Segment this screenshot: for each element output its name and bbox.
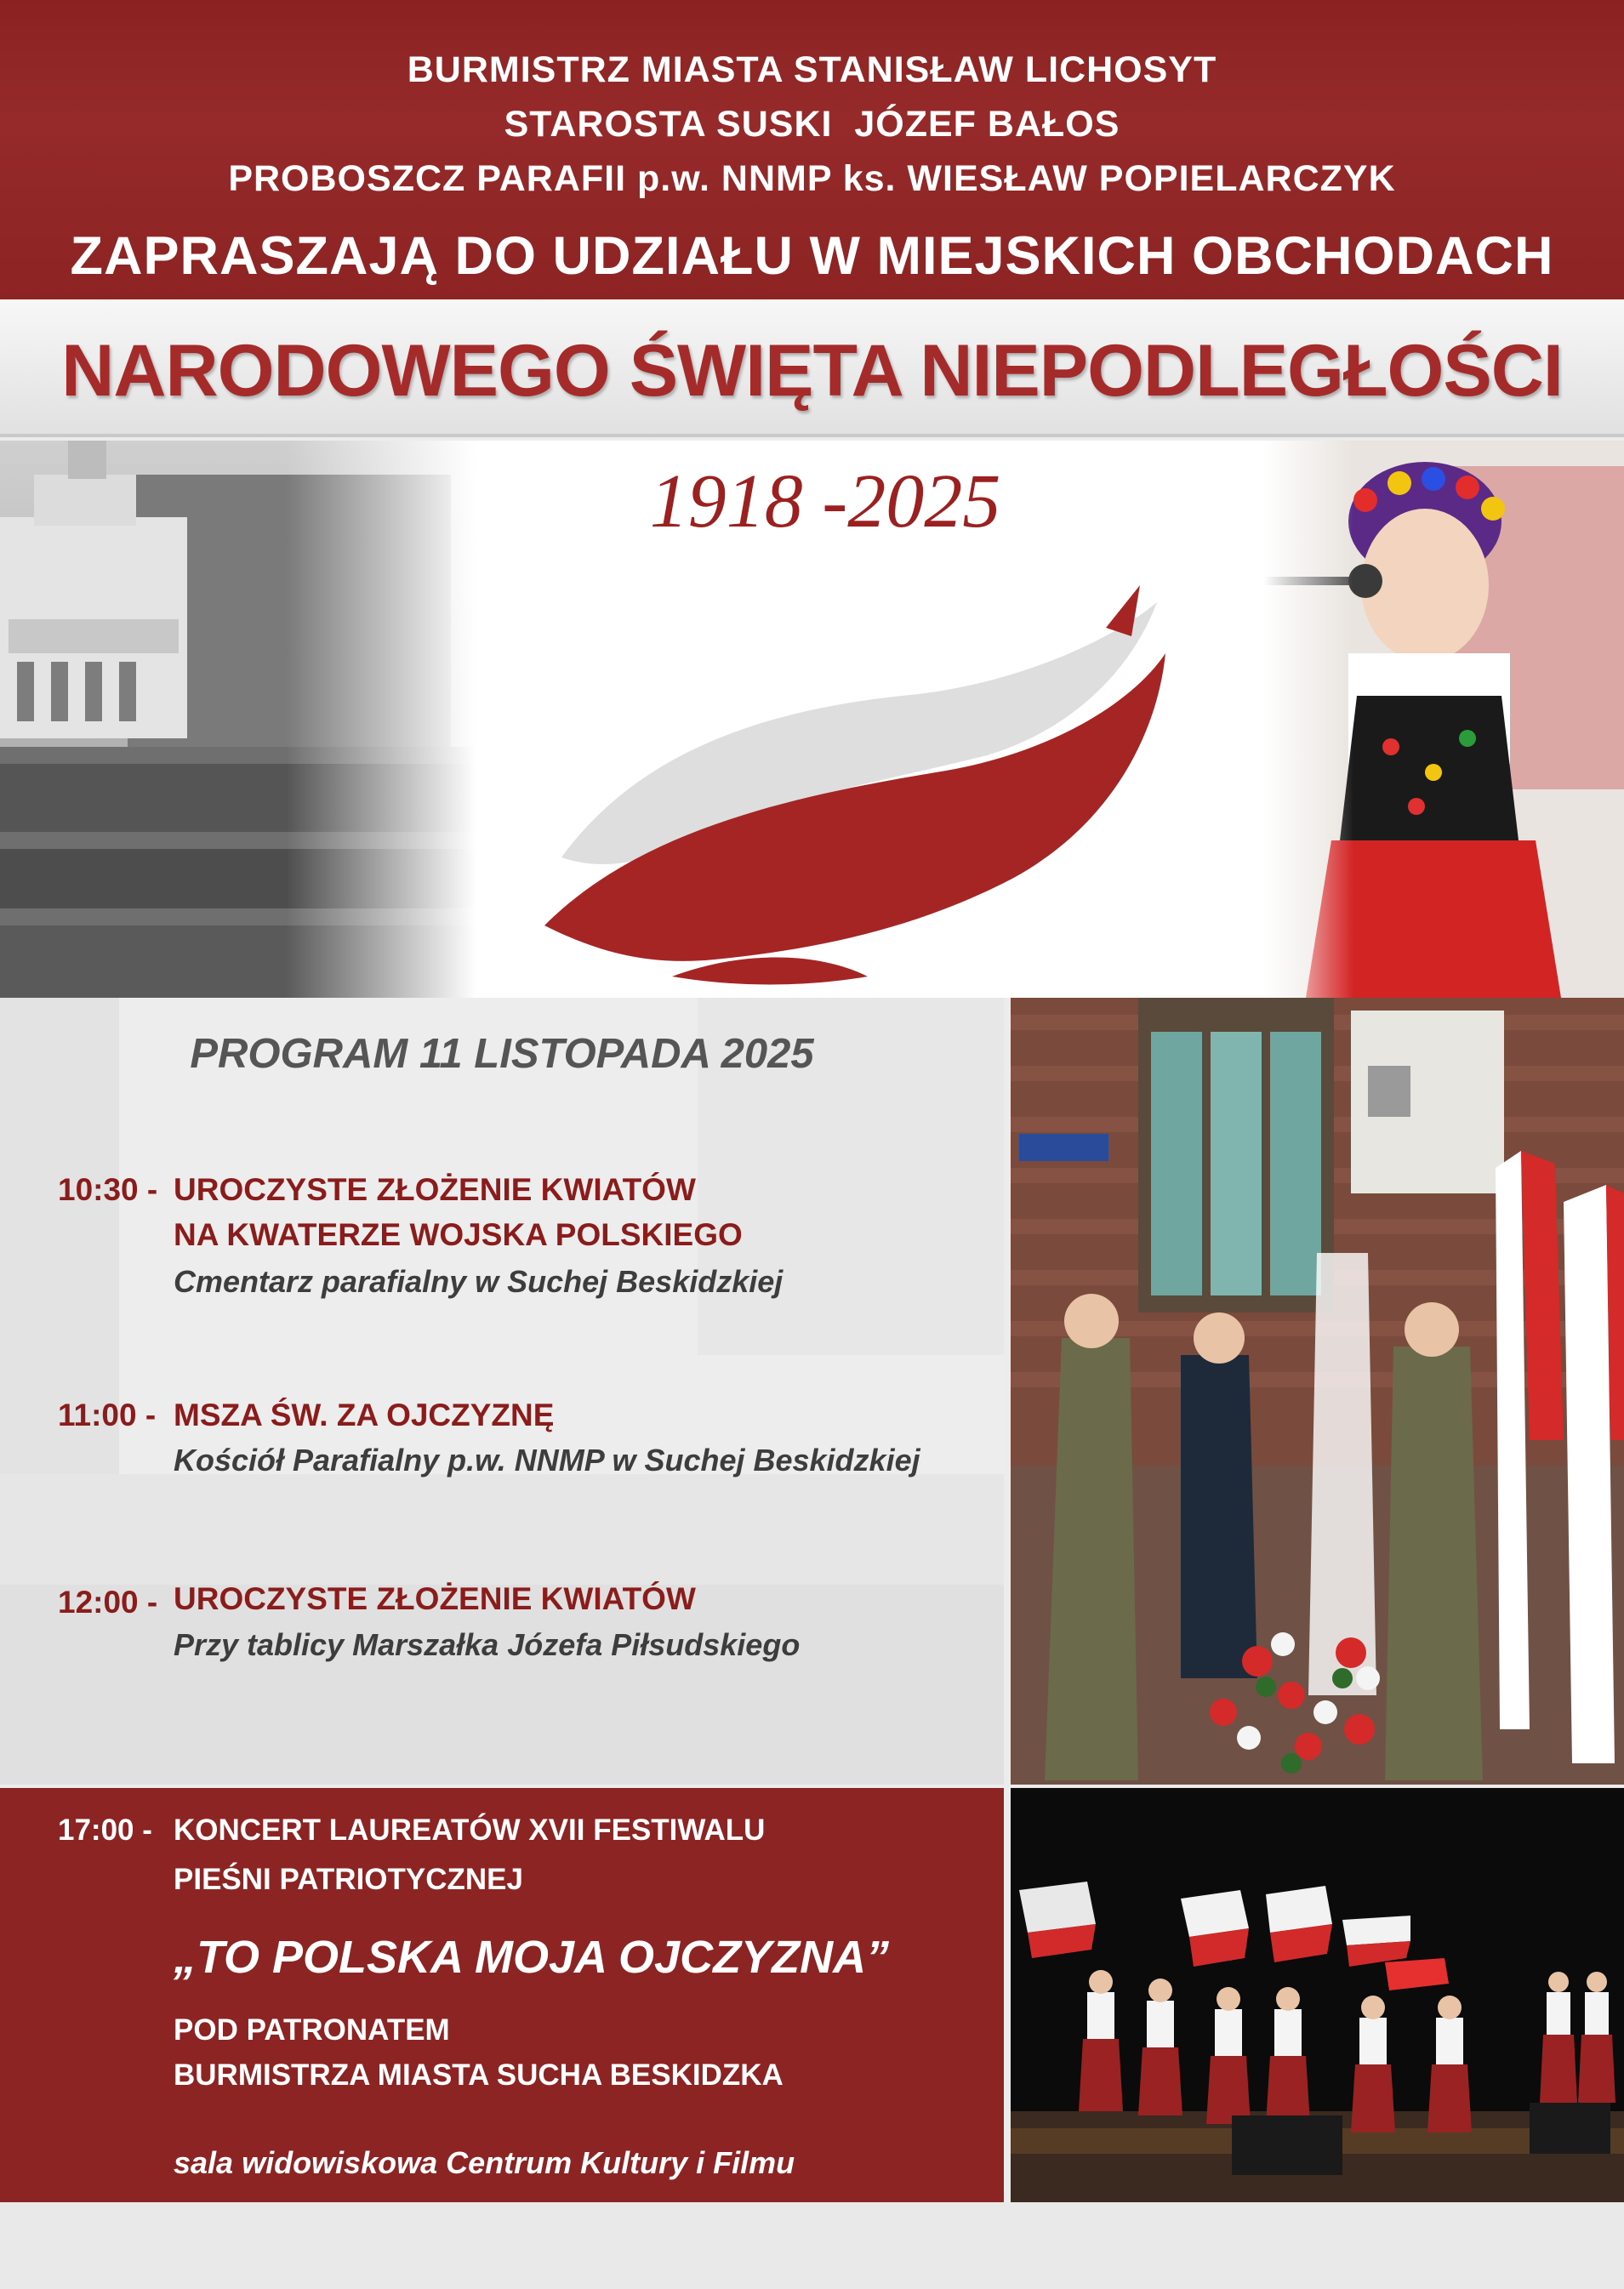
event-1-title-line-2: NA KWATERZE WOJSKA POLSKIEGO [174,1217,743,1252]
honour-guard-photo-drawing [1011,998,1624,1785]
event-2-place: Kościół Parafialny p.w. NNMP w Suchej Beskidzkiej [174,1443,920,1478]
event-1-time: 10:30 - [58,1172,158,1207]
girl-folk-costume-photo [1263,441,1624,998]
patronage-line-1: POD PATRONATEM [174,2013,450,2047]
concert-venue: sala widowiskowa Centrum Kultury i Filmu [174,2145,795,2180]
concert-title-line-2: PIEŚNI PATRIOTYCZNEJ [174,1863,523,1896]
flag-brushstroke-icon [459,551,1225,994]
organizer-line-starost: STAROSTA SUSKI JÓZEF BAŁOS [504,104,1120,145]
concert-name: „TO POLSKA MOJA OJCZYZNA” [174,1932,890,1983]
program-heading: PROGRAM 11 LISTOPADA 2025 [190,1031,814,1077]
organizer-line-parish-priest: PROBOSZCZ PARAFII p.w. NNMP ks. WIESŁAW POPIELARCZYK [228,158,1396,199]
title-band [0,299,1624,437]
patronage-line-2: BURMISTRZA MIASTA SUCHA BESKIDZKA [174,2058,784,2092]
header-banner [0,0,1624,299]
concert-title-line-1: KONCERT LAUREATÓW XVII FESTIWALU [174,1814,766,1847]
stage-performance-photo-drawing [1011,1788,1624,2202]
invitation-text: ZAPRASZAJĄ DO UDZIAŁU W MIEJSKICH OBCHODACH [70,226,1554,286]
event-3-time: 12:00 - [58,1585,158,1620]
faded-street-parade-photo [0,998,1004,1785]
footer-band [0,2202,1624,2289]
concert-time: 17:00 - [58,1814,152,1847]
event-1-title-line-1: UROCZYSTE ZŁOŻENIE KWIATÓW [174,1172,696,1207]
historical-parade-photo [0,441,476,998]
event-2-time: 11:00 - [58,1398,157,1432]
honour-guard-photo [1011,998,1624,1785]
event-3-place: Przy tablicy Marszałka Józefa Piłsudskiego [174,1627,801,1662]
event-2-title-line-1: MSZA ŚW. ZA OJCZYZNĘ [174,1398,555,1432]
organizer-line-mayor: BURMISTRZ MIASTA STANISŁAW LICHOSYT [407,49,1217,90]
event-1-place: Cmentarz parafialny w Suchej Beskidzkiej [174,1264,784,1299]
hero-section [0,441,1624,998]
event-3-title-line-1: UROCZYSTE ZŁOŻENIE KWIATÓW [174,1581,696,1616]
years-label: 1918 -2025 [649,459,1001,544]
concert-section [0,1788,1004,2202]
main-title: NARODOWEGO ŚWIĘTA NIEPODLEGŁOŚCI [61,330,1563,412]
stage-performance-photo [1011,1788,1624,2202]
program-section [0,998,1004,1785]
